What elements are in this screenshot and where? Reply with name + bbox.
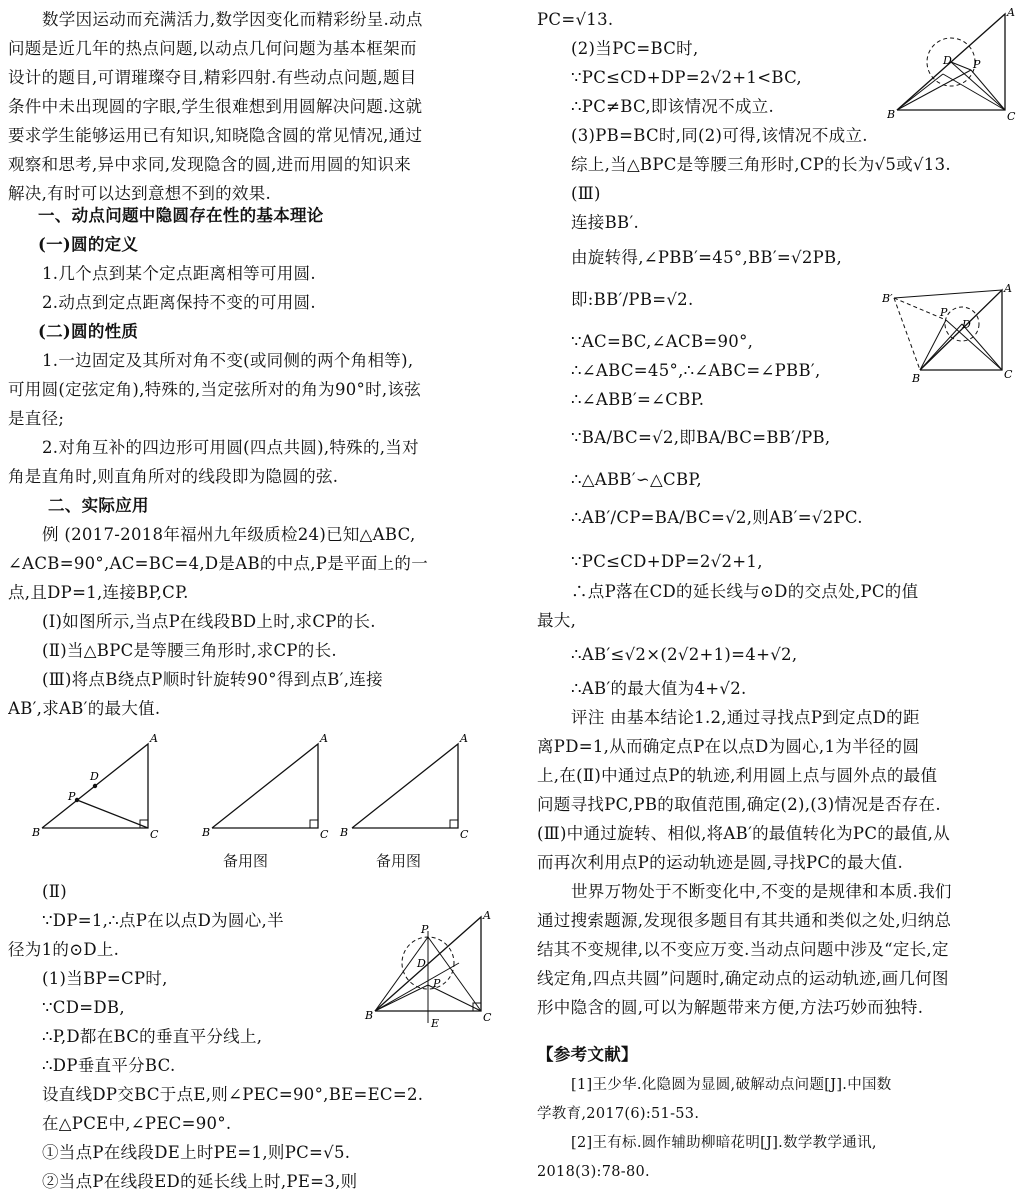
label-A: A bbox=[460, 732, 468, 745]
property1-line-1: 1.一边固定及其所对角不变(或同侧的两个角相等), bbox=[42, 351, 414, 370]
reference-2-line-1: [2]王有标.圆作辅助柳暗花明[J].数学教学通讯, bbox=[571, 1135, 877, 1151]
part3-max-word: 最大, bbox=[537, 611, 577, 630]
comment-line-5: (Ⅲ)中通过旋转、相似,将AB′的最值转化为PC的最值,从 bbox=[537, 824, 950, 843]
definition-item-2: 2.动点到定点距离保持不变的可用圆. bbox=[42, 293, 316, 312]
part3-label: (Ⅲ) bbox=[571, 184, 601, 203]
figure-spare-2 bbox=[338, 730, 478, 842]
part2-line-9: ①当点P在线段DE上时PE=1,则PC=√5. bbox=[42, 1143, 351, 1162]
figure-main-triangle bbox=[30, 730, 160, 842]
pc-sqrt13-line: PC=√13. bbox=[537, 10, 614, 29]
label-B: B bbox=[202, 826, 211, 839]
label-P: P bbox=[940, 306, 948, 319]
part2-line-7: 设直线DP交BC于点E,则∠PEC=90°,BE=EC=2. bbox=[42, 1085, 424, 1104]
comment-line-3: 上,在(Ⅱ)中通过点P的轨迹,利用圆上点与圆外点的最值 bbox=[537, 766, 938, 785]
question-2: (Ⅱ)当△BPC是等腰三角形时,求CP的长. bbox=[42, 641, 337, 660]
label-C: C bbox=[1007, 110, 1016, 123]
part3-rotation: 由旋转得,∠PBB′=45°,BB′=√2PB, bbox=[571, 248, 842, 267]
caption-spare-2: 备用图 bbox=[376, 852, 422, 870]
question-1: (Ⅰ)如图所示,当点P在线段BD上时,求CP的长. bbox=[42, 612, 376, 631]
label-P-bottom: P bbox=[433, 977, 441, 990]
intro-line-3: 设计的题目,可谓璀璨夺目,精彩四射.有些动点问题,题目 bbox=[8, 68, 417, 87]
part3-line-angle: ∴∠ABC=45°,∴∠ABC=∠PBB′, bbox=[571, 361, 821, 380]
reference-1-line-1: [1]王少华.化隐圆为显圆,破解动点问题[J].中国数 bbox=[571, 1077, 892, 1093]
intro-line-4: 条件中未出现圆的字眼,学生很难想到用圆解决问题.这就 bbox=[8, 97, 423, 116]
subsection1-title: (一)圆的定义 bbox=[38, 235, 139, 254]
conclusion-line-1: 世界万物处于不断变化中,不变的是规律和本质.我们 bbox=[571, 882, 952, 901]
conclusion-line-4: 线定角,四点共圆”问题时,确定动点的运动轨迹,画几何图 bbox=[537, 969, 949, 988]
part2-line-10: ②当点P在线段ED的延长线上时,PE=3,则 bbox=[42, 1172, 358, 1191]
part2-line-3: (1)当BP=CP时, bbox=[42, 969, 168, 988]
reference-2-line-2: 2018(3):78-80. bbox=[537, 1164, 650, 1180]
label-A: A bbox=[1007, 6, 1015, 19]
part3-line-ac-bc: ∵AC=BC,∠ACB=90°, bbox=[571, 332, 754, 351]
case2-title: (2)当PC=BC时, bbox=[571, 39, 699, 58]
figure-spare-1 bbox=[200, 730, 330, 842]
example-line-3: 点,且DP=1,连接BP,CP. bbox=[8, 583, 189, 602]
label-C: C bbox=[150, 828, 159, 841]
intro-line-6: 观察和思考,异中求同,发现隐含的圆,进而用圆的知识来 bbox=[8, 155, 412, 174]
intro-line-7: 解决,有时可以达到意想不到的效果. bbox=[8, 184, 272, 203]
figure-case2 bbox=[887, 4, 1017, 124]
case3-line: (3)PB=BC时,同(2)可得,该情况不成立. bbox=[571, 126, 868, 145]
label-D: D bbox=[417, 957, 426, 970]
part3-ratio: 即:BB′/PB=√2. bbox=[571, 290, 694, 309]
case2-conclusion: ∴PC≠BC,即该情况不成立. bbox=[571, 97, 775, 116]
label-B: B bbox=[32, 826, 41, 839]
part3-line-angle-eq: ∴∠ABB′=∠CBP. bbox=[571, 390, 705, 409]
label-P-top: P bbox=[421, 923, 429, 936]
label-D: D bbox=[962, 318, 971, 331]
label-A: A bbox=[1004, 282, 1012, 295]
label-C: C bbox=[1004, 368, 1013, 381]
right-column bbox=[537, 0, 1017, 1197]
section1-title: 一、动点问题中隐圆存在性的基本理论 bbox=[38, 206, 324, 225]
case2-inequality: ∵PC≤CD+DP=2√2+1<BC, bbox=[571, 68, 802, 87]
part2-line-5: ∴P,D都在BC的垂直平分线上, bbox=[42, 1027, 263, 1046]
part3-fraction-1: ∵BA/BC=√2,即BA/BC=BB′/PB, bbox=[571, 428, 831, 447]
label-B: B bbox=[912, 372, 921, 385]
label-A: A bbox=[320, 732, 328, 745]
property1-line-2: 可用圆(定弦定角),特殊的,当定弦所对的角为90°时,该弦 bbox=[8, 380, 422, 399]
part2-line-6: ∴DP垂直平分BC. bbox=[42, 1056, 176, 1075]
property2-line-2: 角是直角时,则直角所对的线段即为隐圆的弦. bbox=[8, 467, 339, 486]
comment-line-4: 问题寻找PC,PB的取值范围,确定(2),(3)情况是否存在. bbox=[537, 795, 941, 814]
section2-title: 二、实际应用 bbox=[48, 496, 149, 515]
reference-1-line-2: 学教育,2017(6):51-53. bbox=[537, 1106, 700, 1122]
label-D: D bbox=[943, 54, 952, 67]
part3-bound: ∵PC≤CD+DP=2√2+1, bbox=[571, 552, 763, 571]
conclusion-line-2: 通过搜索题源,发现很多题目有其共通和类似之处,归纳总 bbox=[537, 911, 952, 930]
example-line-1: 例 (2017-2018年福州九年级质检24)已知△ABC, bbox=[42, 525, 416, 544]
label-A: A bbox=[483, 909, 491, 922]
references-title: 【参考文献】 bbox=[537, 1045, 638, 1064]
label-C: C bbox=[483, 1011, 492, 1024]
part3-max-point: ∴点P落在CD的延长线与⊙D的交点处,PC的值 bbox=[571, 582, 919, 601]
conclusion-line-3: 结其不变规律,以不变应万变.当动点问题中涉及“定长,定 bbox=[537, 940, 949, 959]
part3-connect: 连接BB′. bbox=[571, 213, 640, 232]
comment-line-2: 离PD=1,从而确定点P在以点D为圆心,1为半径的圆 bbox=[537, 737, 920, 756]
part3-max-value: ∴AB′的最大值为4+√2. bbox=[571, 679, 747, 698]
definition-item-1: 1.几个点到某个定点距离相等可用圆. bbox=[42, 264, 316, 283]
part3-inequality: ∴AB′≤√2×(2√2+1)=4+√2, bbox=[571, 645, 798, 664]
comment-line-1: 评注 由基本结论1.2,通过寻找点P到定点D的距 bbox=[571, 708, 920, 727]
figure-part2-circle bbox=[363, 905, 493, 1030]
label-B: B bbox=[340, 826, 349, 839]
property2-line-1: 2.对角互补的四边形可用圆(四点共圆),特殊的,当对 bbox=[42, 438, 419, 457]
label-B: B bbox=[365, 1009, 374, 1022]
subsection2-title: (二)圆的性质 bbox=[38, 322, 139, 341]
label-E: E bbox=[431, 1017, 440, 1030]
label-C: C bbox=[460, 828, 469, 841]
label-B-prime: B′ bbox=[882, 292, 893, 305]
label-B: B bbox=[887, 108, 896, 121]
intro-line-2: 问题是近几年的热点问题,以动点几何问题为基本框架而 bbox=[8, 39, 417, 58]
part2-line-2: 径为1的⊙D上. bbox=[8, 940, 120, 959]
left-column bbox=[8, 0, 492, 1197]
label-C: C bbox=[320, 828, 329, 841]
intro-line-1: 数学因运动而充满活力,数学因变化而精彩纷呈.动点 bbox=[42, 10, 423, 29]
question-3-line-2: AB′,求AB′的最大值. bbox=[8, 699, 161, 718]
question-3-line-1: (Ⅲ)将点B绕点P顺时针旋转90°得到点B′,连接 bbox=[42, 670, 383, 689]
label-A: A bbox=[150, 732, 158, 745]
property1-line-3: 是直径; bbox=[8, 409, 65, 428]
summary-line: 综上,当△BPC是等腰三角形时,CP的长为√5或√13. bbox=[571, 155, 951, 174]
conclusion-line-5: 形中隐含的圆,可以为解题带来方便,方法巧妙而独特. bbox=[537, 998, 924, 1017]
label-P: P bbox=[973, 58, 981, 71]
label-D: D bbox=[90, 770, 99, 783]
part3-fraction-2: ∴AB′/CP=BA/BC=√2,则AB′=√2PC. bbox=[571, 508, 863, 527]
intro-line-5: 要求学生能够运用已有知识,知晓隐含圆的常见情况,通过 bbox=[8, 126, 423, 145]
part2-line-8: 在△PCE中,∠PEC=90°. bbox=[42, 1114, 232, 1133]
part3-similar: ∴△ABB′∽△CBP, bbox=[571, 470, 702, 489]
part2-label: (Ⅱ) bbox=[42, 882, 67, 901]
label-P: P bbox=[68, 790, 76, 803]
example-line-2: ∠ACB=90°,AC=BC=4,D是AB的中点,P是平面上的一 bbox=[8, 554, 429, 573]
comment-line-6: 而再次利用点P的运动轨迹是圆,寻找PC的最大值. bbox=[537, 853, 904, 872]
caption-spare-1: 备用图 bbox=[223, 852, 269, 870]
figure-part3-rotation bbox=[882, 280, 1017, 385]
part2-line-4: ∵CD=DB, bbox=[42, 998, 125, 1017]
part2-line-1: ∵DP=1,∴点P在以点D为圆心,半 bbox=[42, 911, 284, 930]
